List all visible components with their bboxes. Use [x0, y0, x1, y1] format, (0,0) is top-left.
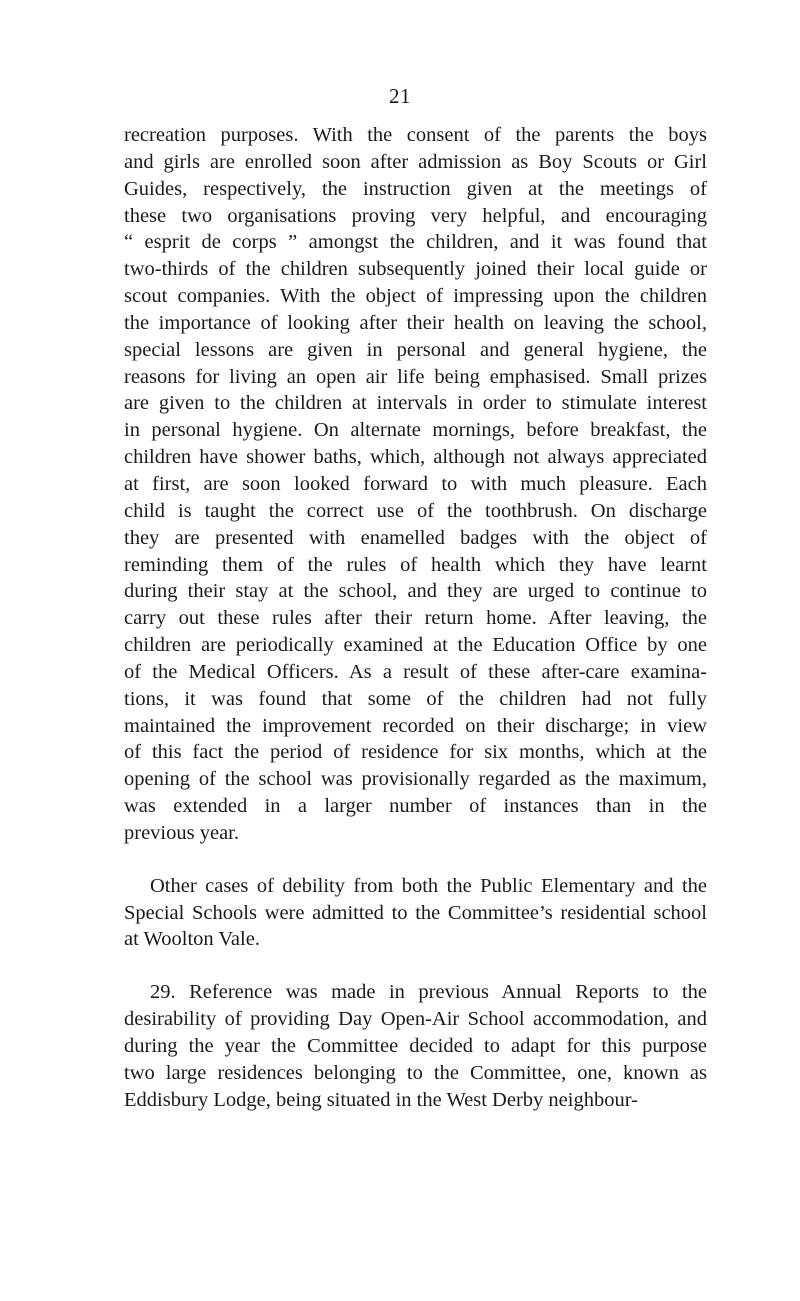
text-line: of this fact the period of residence for six months, which at the — [124, 741, 707, 764]
text-line: scout companies. With the object of impressing upon the children — [124, 285, 707, 308]
text-line: was extended in a larger number of instances than in the — [124, 795, 707, 818]
text-line: are given to the children at intervals in order to stimulate interest — [124, 392, 707, 415]
text-line: recreation purposes. With the consent of the parents the boys — [124, 124, 707, 146]
text-line: child is taught the correct use of the toothbrush. On discharge — [124, 499, 707, 522]
text-line: they are presented with enamelled badges with the object of — [124, 526, 707, 549]
text-line: during the year the Committee decided to adapt for this purpose — [124, 1035, 707, 1057]
text-line: in personal hygiene. On alternate mornings, before breakfast, the — [124, 419, 707, 442]
page-number: 21 — [389, 84, 411, 108]
text-line: of the Medical Officers. As a result of these after-care examina- — [124, 660, 707, 683]
paragraph — [124, 979, 707, 1113]
text-line: reminding them of the rules of health which they have learnt — [124, 553, 707, 576]
text-line: tions, it was found that some of the children had not fully — [124, 687, 707, 710]
text-line: Eddisbury Lodge, being situated in the West Derby neighbour- — [124, 1088, 638, 1111]
paragraph — [124, 122, 707, 847]
text-line: during their stay at the school, and they are urged to continue to — [124, 580, 707, 603]
text-line: these two organisations proving very helpful, and encouraging — [124, 204, 707, 227]
text-line: reasons for living an open air life being emphasised. Small prizes — [124, 365, 707, 388]
text-line: children have shower baths, which, although not always appreciated — [124, 446, 707, 469]
text-line: Other cases of debility from both the Public Elementary and the — [150, 874, 707, 897]
text-line: 29. Reference was made in previous Annual Reports to the — [150, 981, 707, 1004]
text-line: at first, are soon looked forward to with much pleasure. Each — [124, 472, 707, 495]
paragraph-container — [124, 122, 707, 1114]
text-line: at Woolton Vale. — [124, 928, 260, 951]
body-text — [124, 122, 707, 1114]
text-line: previous year. — [124, 821, 239, 844]
text-line: desirability of providing Day Open-Air School accommodation, and — [124, 1008, 707, 1031]
text-line: two-thirds of the children subsequently joined their local guide or — [124, 258, 707, 281]
text-line: the importance of looking after their health on leaving the school, — [124, 311, 707, 334]
text-line: Guides, respectively, the instruction given at the meetings of — [124, 177, 707, 200]
text-line: “ esprit de corps ” amongst the children, and it was found that — [124, 231, 707, 254]
paragraph-gap — [124, 847, 707, 873]
text-line: carry out these rules after their return home. After leaving, the — [124, 607, 707, 630]
text-line: and girls are enrolled soon after admission as Boy Scouts or Girl — [124, 150, 707, 173]
text-line: special lessons are given in personal and general hygiene, the — [124, 338, 707, 361]
text-line: maintained the improvement recorded on their discharge; in view — [124, 714, 707, 737]
text-line: Special Schools were admitted to the Committee’s residential school — [124, 901, 707, 924]
paragraph — [124, 873, 707, 954]
text-line: two large residences belonging to the Committee, one, known as — [124, 1061, 707, 1084]
text-line: opening of the school was provisionally regarded as the maximum, — [124, 768, 707, 791]
text-line: children are periodically examined at the Education Office by one — [124, 634, 707, 657]
paragraph-gap — [124, 953, 707, 979]
